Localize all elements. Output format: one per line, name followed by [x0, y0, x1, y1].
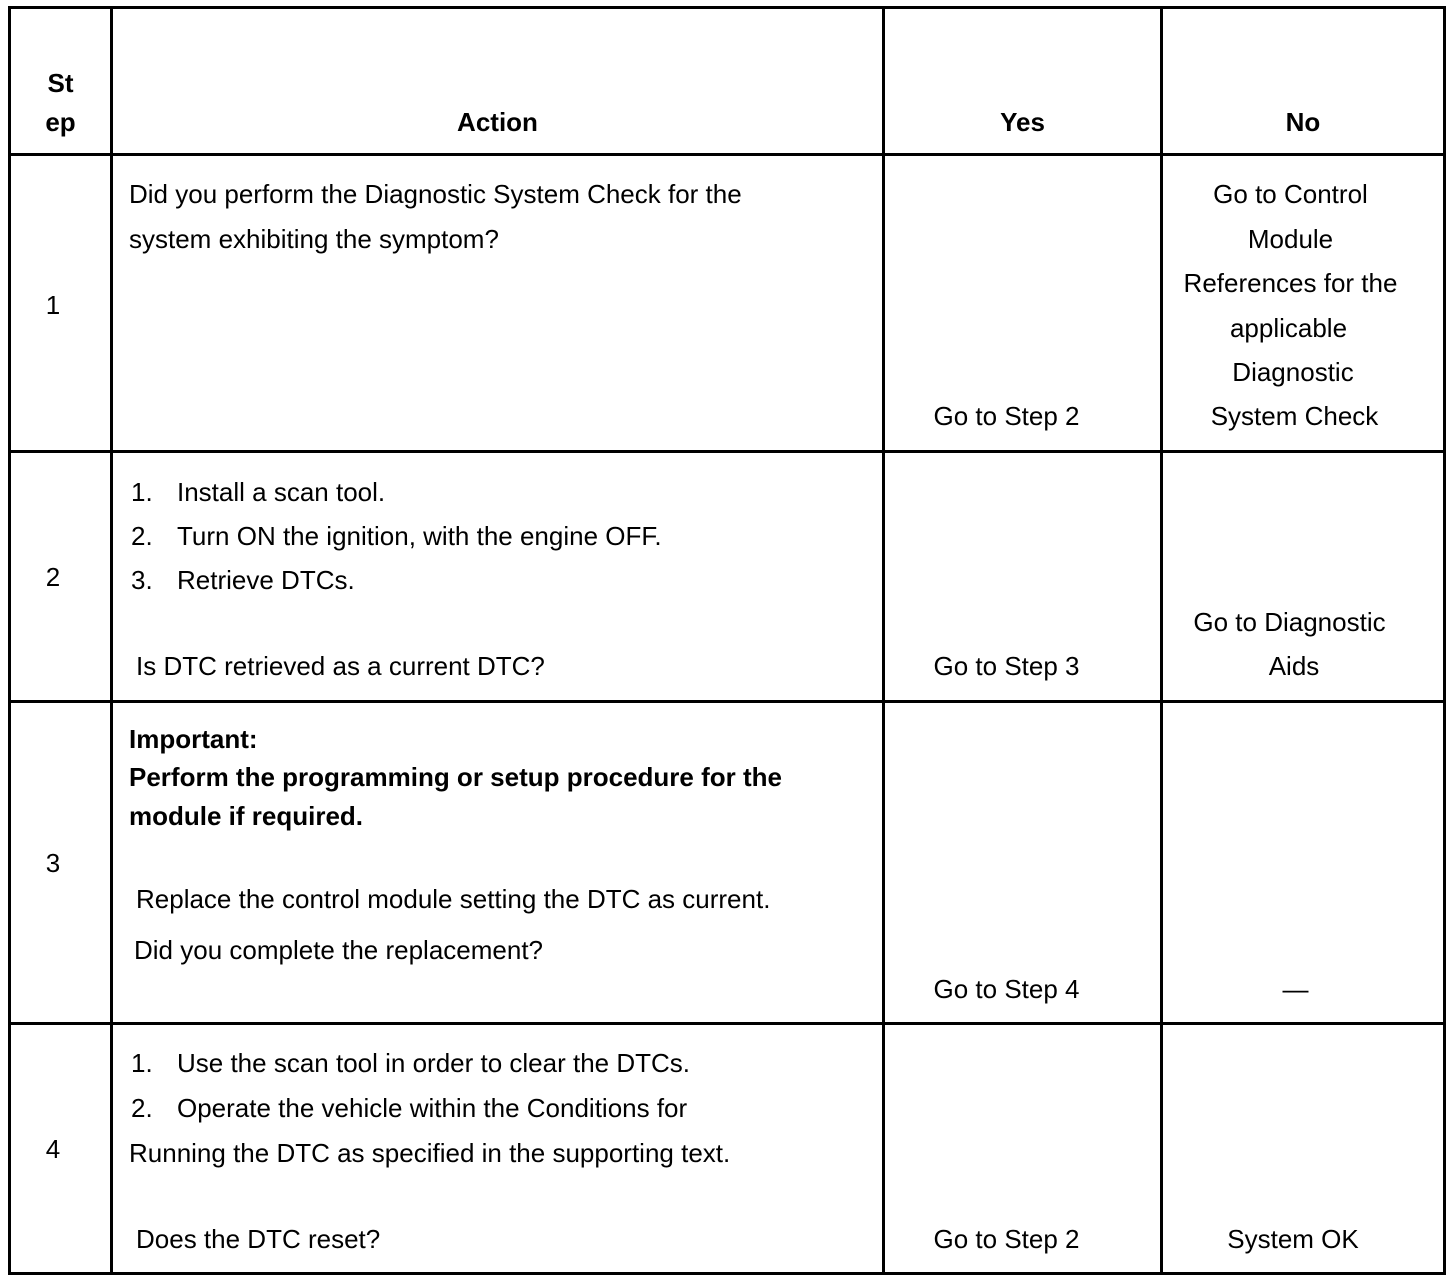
action-text-line: system exhibiting the symptom?	[129, 224, 499, 254]
no-result-line: Go to Diagnostic	[1193, 607, 1386, 637]
header-action: Action	[457, 107, 538, 137]
no-result-line: References for the	[1183, 268, 1398, 298]
list-number: 1.	[131, 477, 153, 507]
no-result: System OK	[1227, 1224, 1359, 1254]
row-divider	[8, 450, 1446, 453]
column-divider	[882, 6, 885, 1275]
no-result-line: Diagnostic	[1232, 357, 1354, 387]
list-number: 3.	[131, 565, 153, 595]
yes-result: Go to Step 3	[933, 651, 1080, 681]
step-number: 3	[45, 848, 61, 878]
no-result: —	[1282, 974, 1309, 1004]
list-item: Turn ON the ignition, with the engine OFF.	[177, 521, 662, 551]
list-item: Operate the vehicle within the Conditions for	[177, 1093, 688, 1123]
table-border-top	[8, 6, 1446, 9]
header-yes: Yes	[1000, 107, 1045, 137]
action-text-line: Did you perform the Diagnostic System Check for the	[129, 179, 742, 209]
yes-result: Go to Step 2	[933, 401, 1080, 431]
list-number: 1.	[131, 1048, 153, 1078]
important-note-line: Perform the programming or setup procedure for the	[129, 762, 782, 792]
question-text: Is DTC retrieved as a current DTC?	[136, 651, 545, 681]
step-number: 4	[45, 1134, 61, 1164]
list-item-continuation: Running the DTC as specified in the supporting text.	[129, 1138, 731, 1168]
header-step-line1: St	[47, 68, 74, 98]
list-item: Retrieve DTCs.	[177, 565, 355, 595]
step-number: 2	[45, 562, 61, 592]
instruction-text: Replace the control module setting the DTC as current.	[136, 884, 771, 914]
header-step-line2: ep	[45, 107, 76, 137]
list-number: 2.	[131, 521, 153, 551]
row-divider	[8, 1022, 1446, 1025]
yes-result: Go to Step 4	[933, 974, 1080, 1004]
header-no: No	[1285, 107, 1321, 137]
no-result-line: applicable	[1229, 313, 1348, 343]
yes-result: Go to Step 2	[933, 1224, 1080, 1254]
table-border-bottom	[8, 1272, 1446, 1275]
important-note-line: module if required.	[129, 801, 364, 831]
list-item: Use the scan tool in order to clear the DTCs.	[177, 1048, 691, 1078]
table-border-right	[1443, 6, 1446, 1275]
table-border-left	[8, 6, 11, 1275]
no-result-line: Module	[1247, 224, 1334, 254]
important-label: Important:	[129, 724, 258, 754]
list-number: 2.	[131, 1093, 153, 1123]
step-number: 1	[45, 290, 61, 320]
no-result-line: Go to Control	[1213, 179, 1368, 209]
list-item: Install a scan tool.	[177, 477, 386, 507]
row-divider	[8, 700, 1446, 703]
no-result-line: Aids	[1268, 651, 1320, 681]
column-divider	[110, 6, 113, 1275]
question-text: Does the DTC reset?	[136, 1224, 381, 1254]
no-result-line: System Check	[1210, 401, 1379, 431]
question-text: Did you complete the replacement?	[134, 935, 544, 965]
row-divider	[8, 153, 1446, 156]
